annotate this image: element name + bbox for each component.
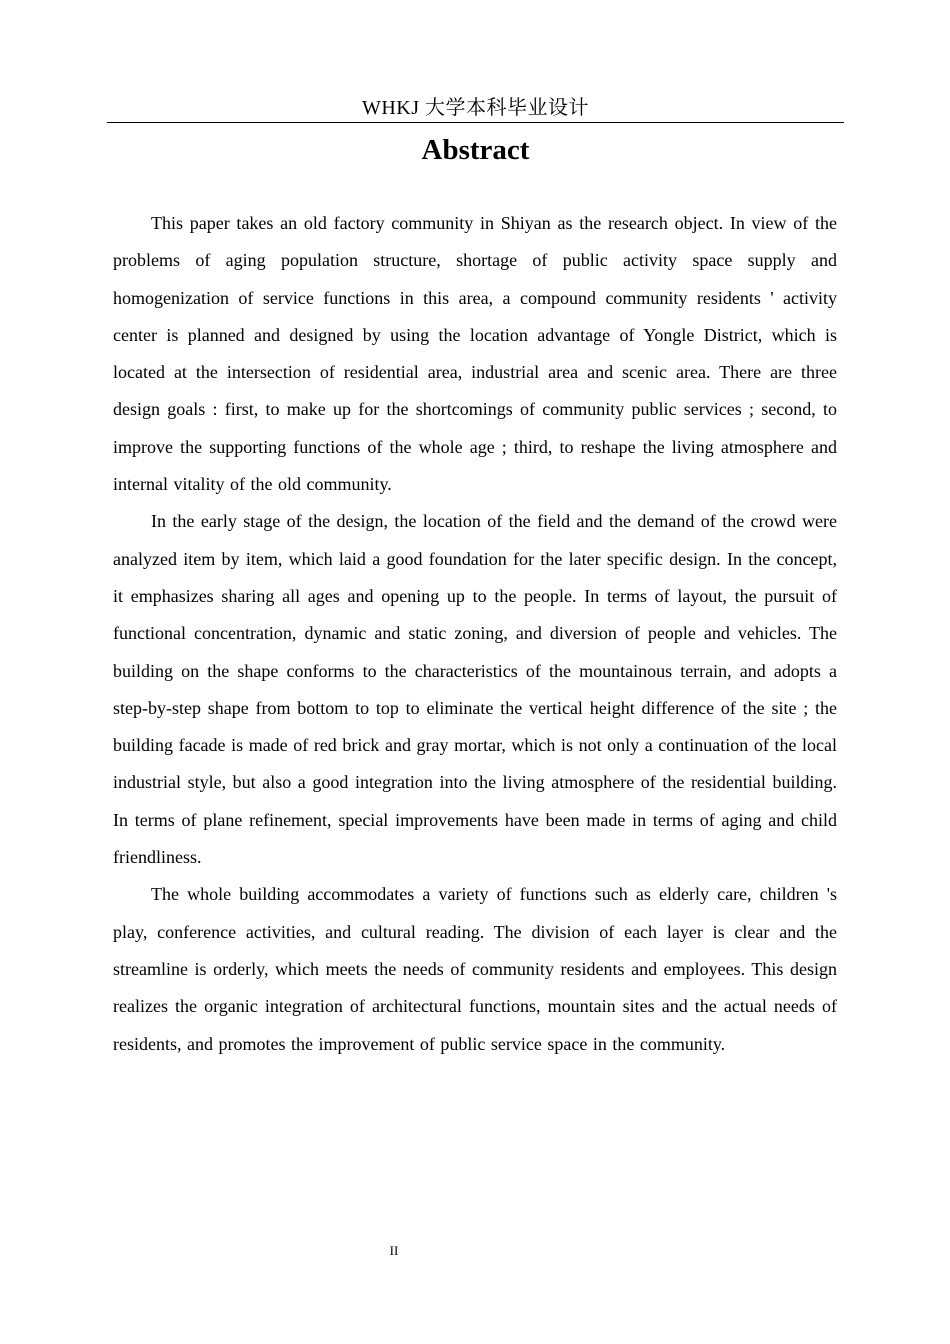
running-header: WHKJ 大学本科毕业设计 <box>361 97 590 119</box>
page-number: II <box>389 1243 399 1258</box>
abstract-paragraph-2: In the early stage of the design, the location of the field and the demand of the crowd were analyzed item by item, which laid a good foundation for the later specific design. In the concept, it emphasizes sharing all ages and opening up to the people. In terms of layout, the pursuit of functional concentration, dynamic and static zoning, and diversion of people and vehicles. The building on the shape conforms to the characteristics of the mountainous terrain, and adopts a step-by-step shape from bottom to top to eliminate the vertical height difference of the site ; the building facade is made of red brick and gray mortar, which is not only a continuation of the local industrial style, but also a good integration into the living atmosphere of the residential building. In terms of plane refinement, special improvements have been made in terms of aging and child friendliness. <box>113 511 837 868</box>
abstract-paragraph-1: This paper takes an old factory community in Shiyan as the research object. In view of the problems of aging population structure, shortage of public activity space supply and homogenization of service functions in this area, a compound community residents ' activity center is planned and designed by using the location advantage of Yongle District, which is located at the intersection of residential area, industrial area and scenic area. There are three design goals : first, to make up for the shortcomings of community public services ; second, to improve the supporting functions of the whole age ; third, to reshape the living atmosphere and internal vitality of the old community. <box>113 213 837 495</box>
abstract-title: Abstract <box>421 134 530 166</box>
abstract-body <box>113 205 837 1063</box>
abstract-paragraph-3: The whole building accommodates a variety of functions such as elderly care, children 's play, conference activities, and cultural reading. The division of each layer is clear and the streamline is orderly, which meets the needs of community residents and employees. This design realizes the organic integration of architectural functions, mountain sites and the actual needs of residents, and promotes the improvement of public service space in the community. <box>113 884 837 1054</box>
header-rule <box>107 122 844 123</box>
